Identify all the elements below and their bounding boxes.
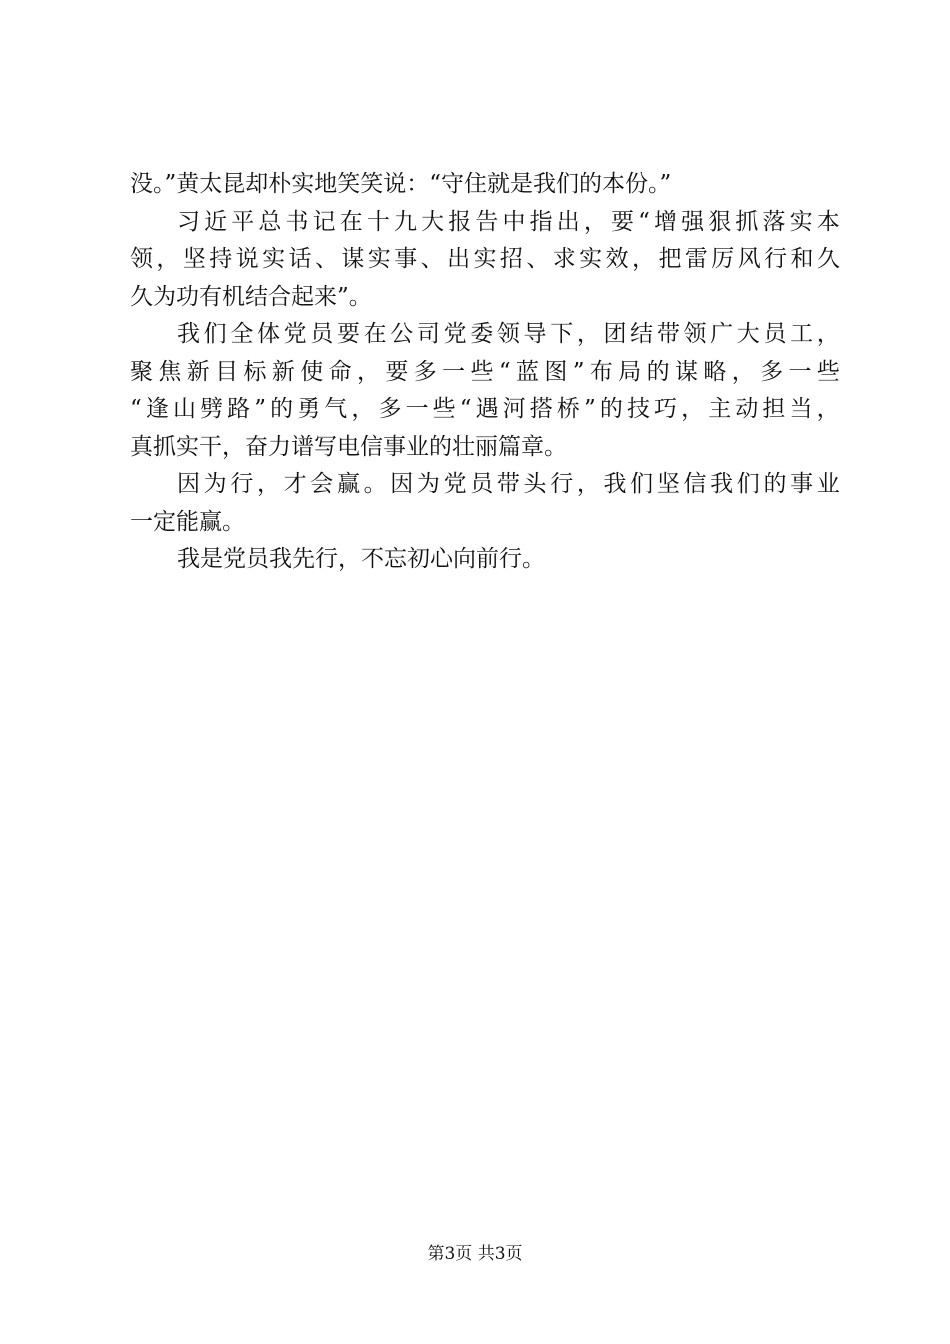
text-line: 习 近 平 总 书 记 在 十 九 大 报 告 中 指 出 ， 要 “ 增 强 狠 抓 落 实 本 <box>177 208 840 235</box>
text-line: 真抓实干，奋力谱写电信事业的壮丽篇章。 <box>130 433 567 460</box>
text-line: 聚 焦 新 目 标 新 使 命 ， 要 多 一 些 “ 蓝 图 ” 布 局 的 谋 略 ， 多 一 些 <box>130 358 840 385</box>
page-footer <box>0 1242 950 1266</box>
text-line: 一定能赢。 <box>130 508 245 535</box>
text-line: 没。”黄太昆却朴实地笑笑说：“守住就是我们的本份。” <box>130 171 672 197</box>
text-line: 我 们 全 体 党 员 要 在 公 司 党 委 领 导 下 ， 团 结 带 领 广 大 员 工 ， <box>177 321 840 347</box>
document-body <box>130 166 840 579</box>
text-line: 因 为 行 ， 才 会 赢 。 因 为 党 员 带 头 行 ， 我 们 坚 信 我 们 的 事 业 <box>177 471 840 497</box>
text-line: 久为功有机结合起来”。 <box>130 283 372 310</box>
page-number: 第3页 共3页 <box>427 1244 523 1264</box>
text-line: 领 ， 坚 持 说 实 话 、 谋 实 事 、 出 实 招 、 求 实 效 ， 把 雷 厉 风 行 和 久 <box>130 246 840 272</box>
text-line: 我是党员我先行，不忘初心向前行。 <box>177 546 545 572</box>
text-line: “ 逢 山 劈 路 ” 的 勇 气 ， 多 一 些 “ 遇 河 搭 桥 ” 的 技 巧 ， 主 动 担 当 ， <box>130 396 840 422</box>
